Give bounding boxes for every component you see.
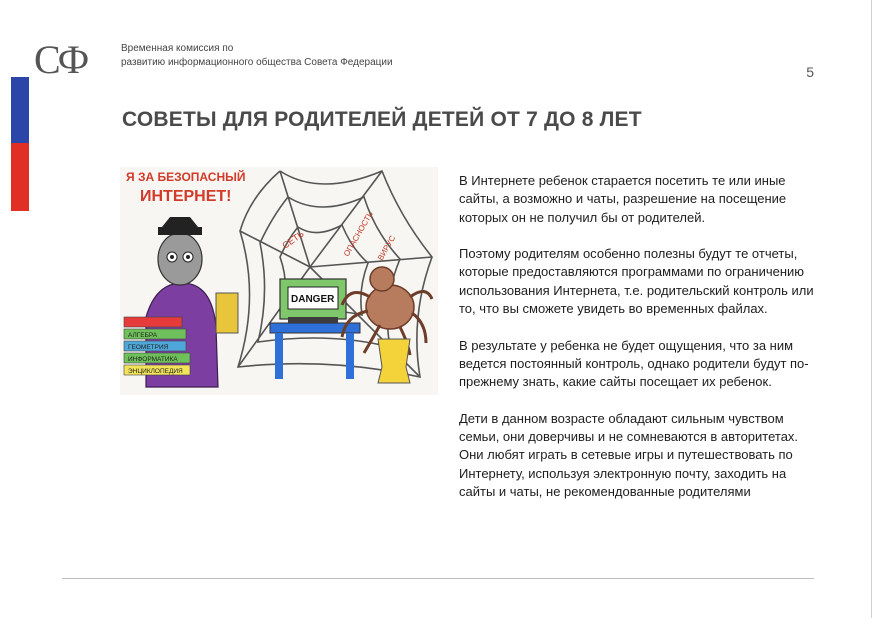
org-line-1: Временная комиссия по [121,43,234,54]
page-number: 5 [806,64,814,80]
sf-logo: СФ [34,37,87,82]
web-label: СЕТЬ [280,228,306,251]
virus-label: ВИРУС [375,234,398,262]
drawing-svg [120,167,438,395]
book-encyclopedia-label: ЭНЦИКЛОПЕДИЯ [128,368,183,375]
flag-stripe-red [11,143,29,211]
keyboard [288,317,338,323]
desk-leg-right [346,333,354,379]
drawing-heading-2: ИНТЕРНЕТ! [140,188,232,205]
paragraph-3: В результате у ребенка не будет ощущения, что за ним ведется постоянный контроль, однако родители будут по-прежнему знать, какие сайты посещает их ребенок. [459,337,809,390]
paragraph-2: Поэтому родителям особенно полезны будут те отчеты, которые предоставляются программами по ограничению использования Интернета, т.е. родительский контроль или то, что вы сможете увидеть во временных файлах. [459,246,814,317]
screen-label: DANGER [291,294,335,305]
desk-leg-left [275,333,283,379]
page-edge [871,0,872,618]
org-line-2: развитию информационного общества Совета Федерации [121,57,393,68]
book-informatics-label: ИНФОРМАТИКА [128,356,178,363]
flag-stripe-blue [11,77,29,143]
child-drawing-illustration [120,167,438,395]
danger-word-label: ОПАСНОСТЬ [341,209,376,258]
advice-text [459,172,819,520]
stool [378,339,410,383]
paragraph-1: В Интернете ребенок старается посетить те или иные сайты, а возможно и чаты, разрешение на посещение которых он не получил бы от родителей. [459,173,787,225]
organization-name [121,42,393,70]
book-algebra-label: АЛГЕБРА [128,332,158,339]
paragraph-4: Дети в данном возрасте обладают сильным чувством семьи, они доверчивы и не сомневаются в авторитетах. Они любят играть в сетевые игры и путешествовать по Интернету, используя электронную почту, заходить на сайты и чаты, не рекомендованные родителями [459,410,799,500]
drawing-heading-1: Я ЗА БЕЗОПАСНЫЙ [126,170,246,184]
footer-divider [62,578,814,579]
book-red [124,317,182,327]
page-title: СОВЕТЫ ДЛЯ РОДИТЕЛЕЙ ДЕТЕЙ ОТ 7 ДО 8 ЛЕТ [122,108,642,131]
book-geometry-label: ГЕОМЕТРИЯ [128,344,169,351]
